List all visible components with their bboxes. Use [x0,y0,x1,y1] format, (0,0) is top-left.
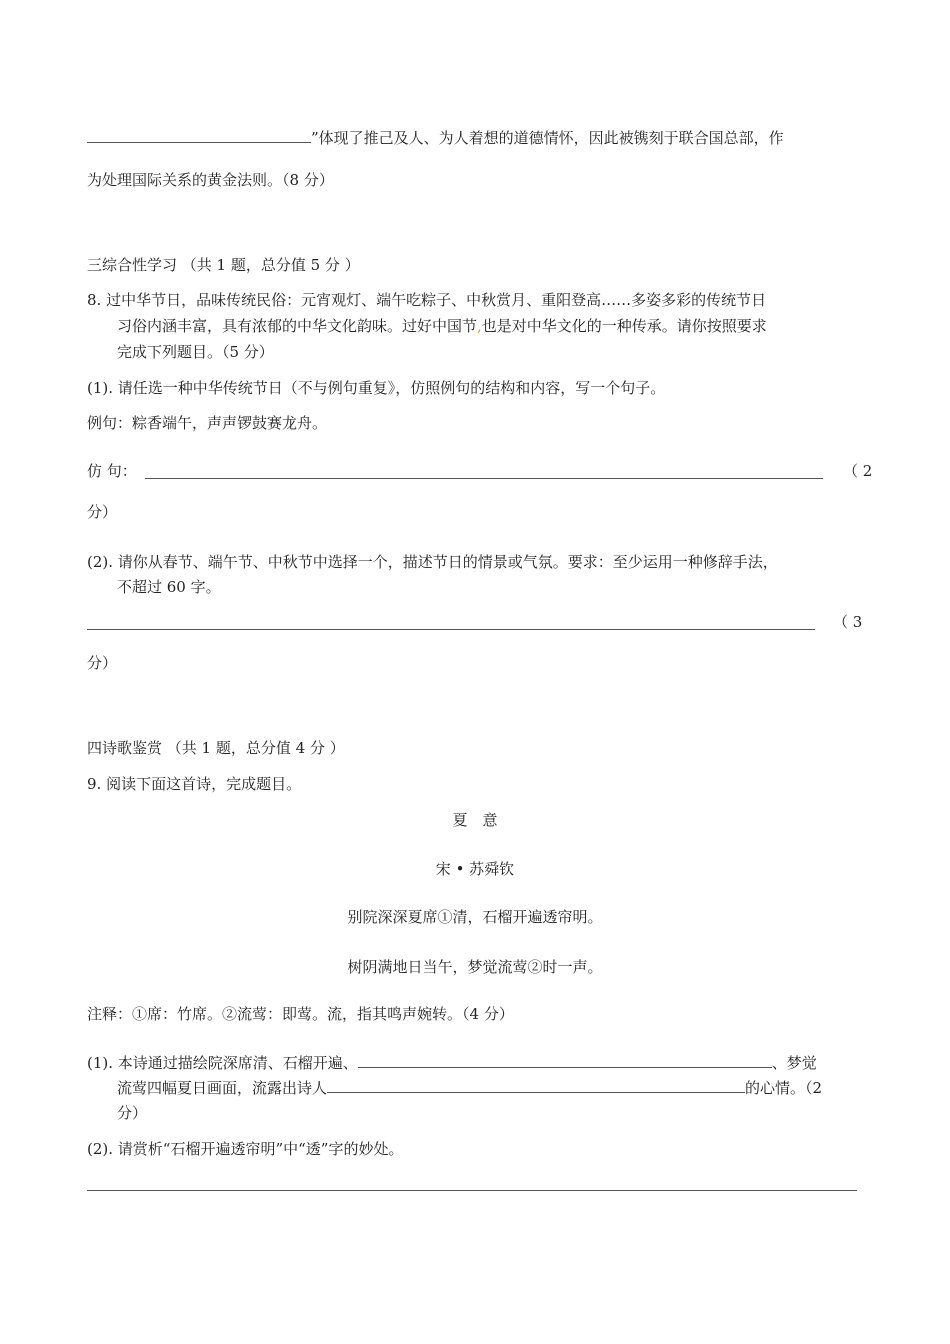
answer-blank[interactable] [87,128,311,143]
text: ”体现了推己及人、为人着想的道德情怀，因此被镌刻于联合国总部，作 [311,129,784,147]
subquestion-2-line-1: (2). 请你从春节、端午节、中秋节中选择一个，描述节日的情景或气氛。要求：至少运用一种修辞手法， [87,553,778,571]
subquestion-2-line-2: 不超过 60 字。 [117,578,221,596]
poem-subquestion-1-line-1: (1). 本诗通过描绘院深席清、石榴开遍、 、梦觉 [87,1054,817,1072]
score-3: （ 3 [833,613,863,631]
scene-answer-blank[interactable] [358,1053,772,1068]
imitate-label: 仿 句： [87,462,137,480]
poem-subquestion-1-line-2: 流莺四幅夏日画面，流露出诗人 的心情。（2 [117,1079,823,1097]
mood-answer-blank[interactable] [327,1078,745,1093]
poem-title: 夏 意 [452,811,498,829]
section-3-header: 三综合性学习 （共 1 题，总分值 5 分 ） [87,256,360,274]
example-sentence: 例句：粽香端午，声声锣鼓赛龙舟。 [87,414,328,432]
score-3-unit: 分） [87,654,118,672]
poem-line-1: 别院深深夏席①清，石榴开遍透帘明。 [347,908,603,926]
imitate-answer-line[interactable] [145,478,823,479]
poem-author: 宋 • 苏舜钦 [435,860,515,878]
continuation-line-2: 为处理国际关系的黄金法则。（8 分） [87,171,334,189]
question-8-line-2: 习俗内涵丰富，具有浓郁的中华文化韵味。过好中国节,也是对中华文化的一种传承。请你按照要求 [117,317,767,335]
description-answer-line[interactable] [87,629,815,630]
question-8-line-1: 8. 过中华节日，品味传统民俗：元宵观灯、端午吃粽子、中秋赏月、重阳登高……多姿多彩的传统节日 [87,291,767,309]
poem-line-2: 树阴满地日当午，梦觉流莺②时一声。 [347,958,603,976]
continuation-line-1 [87,128,784,148]
section-4-header: 四诗歌鉴赏 （共 1 题，总分值 4 分 ） [87,739,345,757]
score-2-unit: 分） [87,503,118,521]
poem-subquestion-2: (2). 请赏析“石榴开遍透帘明”中“透”字的妙处。 [87,1140,404,1158]
score-2: （ 2 [843,462,873,480]
poem-notes: 注释：①席：竹席。②流莺：即莺。流，指其鸣声婉转。（4 分） [87,1005,514,1023]
poem-subquestion-1-line-3: 分） [117,1104,148,1122]
subquestion-1: (1). 请任选一种中华传统节日（不与例句重复》，仿照例句的结构和内容，写一个句子。 [87,379,666,397]
question-9: 9. 阅读下面这首诗，完成题目。 [87,775,302,793]
appreciation-answer-line[interactable] [87,1190,857,1191]
question-8-line-3: 完成下列题目。（5 分） [117,343,274,361]
